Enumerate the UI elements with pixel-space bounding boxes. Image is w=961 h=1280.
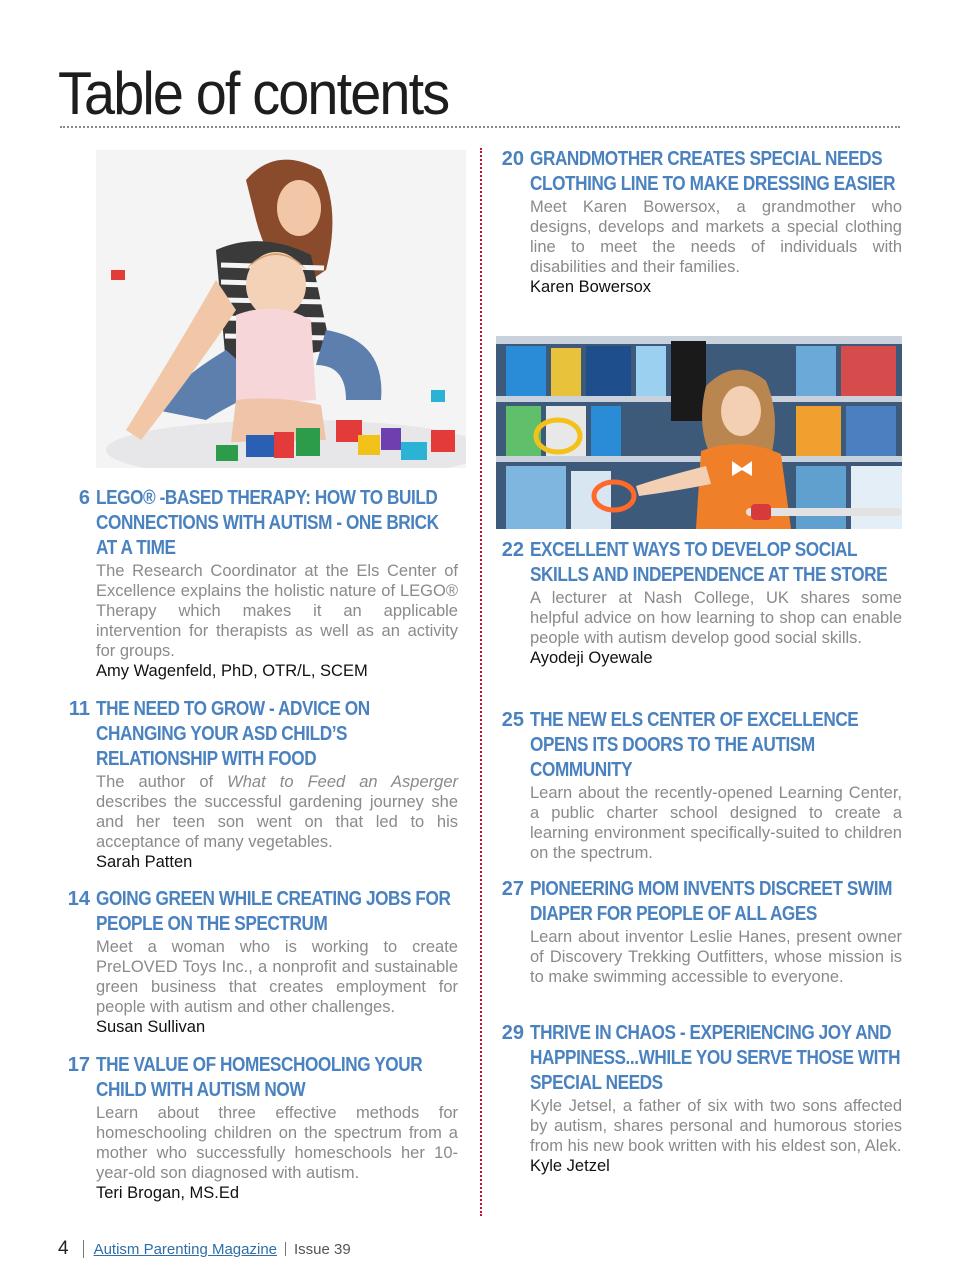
entry-title[interactable]: THE NEW ELS CENTER OF EXCELLENCE OPENS ITS DOORS TO THE AUTISM COMMUNITY (530, 709, 859, 781)
entry-title[interactable]: PIONEERING MOM INVENTS DISCREET SWIM DIAPER FOR PEOPLE OF ALL AGES (530, 878, 892, 925)
toc-entry-22[interactable] (492, 538, 902, 669)
entry-page-number: 25 (501, 709, 524, 731)
toc-entry-25[interactable] (492, 708, 902, 863)
toc-entry-20[interactable] (492, 147, 902, 298)
entry-description: The Research Coordinator at the Els Center of Excellence explains the holistic nature of LEGO® Therapy which makes it an applicable intervention for therapists as well as an activity for groups. (96, 562, 458, 660)
entry-description: Learn about inventor Leslie Hanes, present owner of Discovery Trekking Outfitters, whose mission is to make swimming accessible to everyone. (530, 928, 902, 986)
entry-description: Meet Karen Bowersox, a grandmother who designs, develops and markets a special clothing line to meet the needs of individuals with disabilities and their families. (530, 198, 902, 276)
entry-description (96, 772, 458, 852)
entry-description: Kyle Jetsel, a father of six with two sons affected by autism, shares personal and humorous stories from his new book written with his eldest son, Alek. (530, 1097, 902, 1155)
entry-page-number: 6 (78, 487, 90, 509)
book-title: What to Feed an Asperger (227, 773, 458, 791)
toc-entry-27[interactable] (492, 877, 902, 987)
entry-author: Amy Wagenfeld, PhD, OTR/L, SCEM (96, 662, 368, 680)
photo-girl-shopping-illustration (496, 336, 902, 529)
entry-page-number: 27 (501, 878, 524, 900)
entry-title[interactable]: GOING GREEN WHILE CREATING JOBS FOR PEOPLE ON THE SPECTRUM (96, 888, 451, 935)
entry-author: Sarah Patten (96, 853, 193, 871)
entry-title[interactable]: EXCELLENT WAYS TO DEVELOP SOCIAL SKILLS AND INDEPENDENCE AT THE STORE (530, 539, 888, 586)
entry-description-lead: The author of (96, 773, 228, 791)
entry-page-number: 20 (501, 148, 524, 170)
toc-entry-11[interactable] (58, 697, 458, 873)
entry-description: Learn about three effective methods for homeschooling children on the spectrum from a mother who successfully homeschools her 10-year-old son diagnosed with autism. (96, 1104, 458, 1182)
entry-page-number: 29 (501, 1022, 524, 1044)
page-number: 4 (58, 1238, 69, 1259)
entry-description-rest: describes the successful gardening journey she and her teen son went on that led to his acceptance of many vegetables. (96, 793, 458, 851)
column-divider (480, 148, 482, 1216)
entry-title[interactable]: LEGO® -BASED THERAPY: HOW TO BUILD CONNECTIONS WITH AUTISM - ONE BRICK AT A TIME (96, 487, 439, 559)
entry-title[interactable]: GRANDMOTHER CREATES SPECIAL NEEDS CLOTHING LINE TO MAKE DRESSING EASIER (530, 148, 896, 195)
entry-description: Learn about the recently-opened Learning Center, a public charter school designed to create a learning environment specifically-suited to children on the spectrum. (530, 784, 902, 862)
entry-author: Karen Bowersox (530, 278, 652, 296)
entry-description: A lecturer at Nash College, UK shares some helpful advice on how learning to shop can enable people with autism develop good social skills. (530, 589, 902, 647)
magazine-link[interactable]: Autism Parenting Magazine (93, 1240, 278, 1258)
entry-author: Ayodeji Oyewale (530, 649, 653, 667)
toc-entry-14[interactable] (58, 887, 458, 1038)
photo-mother-baby-blocks (96, 150, 466, 468)
photo-mother-baby-blocks-illustration (96, 150, 466, 468)
entry-description: Meet a woman who is working to create PreLOVED Toys Inc., a nonprofit and sustainable green business that creates employment for people with autism and other challenges. (96, 938, 458, 1016)
entry-title[interactable]: THRIVE IN CHAOS - EXPERIENCING JOY AND HAPPINESS...WHILE YOU SERVE THOSE WITH SPECIAL NEEDS (530, 1022, 901, 1094)
entry-page-number: 14 (67, 888, 90, 910)
footer-divider (83, 1240, 84, 1258)
toc-entry-29[interactable] (492, 1021, 902, 1177)
entry-author: Kyle Jetzel (530, 1157, 610, 1175)
entry-page-number: 17 (67, 1054, 90, 1076)
entry-page-number: 11 (68, 698, 90, 720)
photo-girl-shopping (496, 336, 902, 529)
entry-title[interactable]: THE NEED TO GROW - ADVICE ON CHANGING YOUR ASD CHILD’S RELATIONSHIP WITH FOOD (96, 698, 370, 770)
entry-title[interactable]: THE VALUE OF HOMESCHOOLING YOUR CHILD WITH AUTISM NOW (96, 1054, 423, 1101)
page-title: Table of contents (58, 60, 449, 127)
entry-author: Teri Brogan, MS.Ed (96, 1184, 240, 1202)
title-divider (60, 126, 900, 128)
entry-page-number: 22 (501, 539, 524, 561)
toc-entry-17[interactable] (58, 1053, 458, 1204)
footer-divider (285, 1242, 286, 1256)
issue-label: Issue 39 (294, 1240, 351, 1258)
toc-entry-6[interactable] (58, 486, 458, 682)
page-footer (58, 1238, 351, 1260)
entry-author: Susan Sullivan (96, 1018, 206, 1036)
